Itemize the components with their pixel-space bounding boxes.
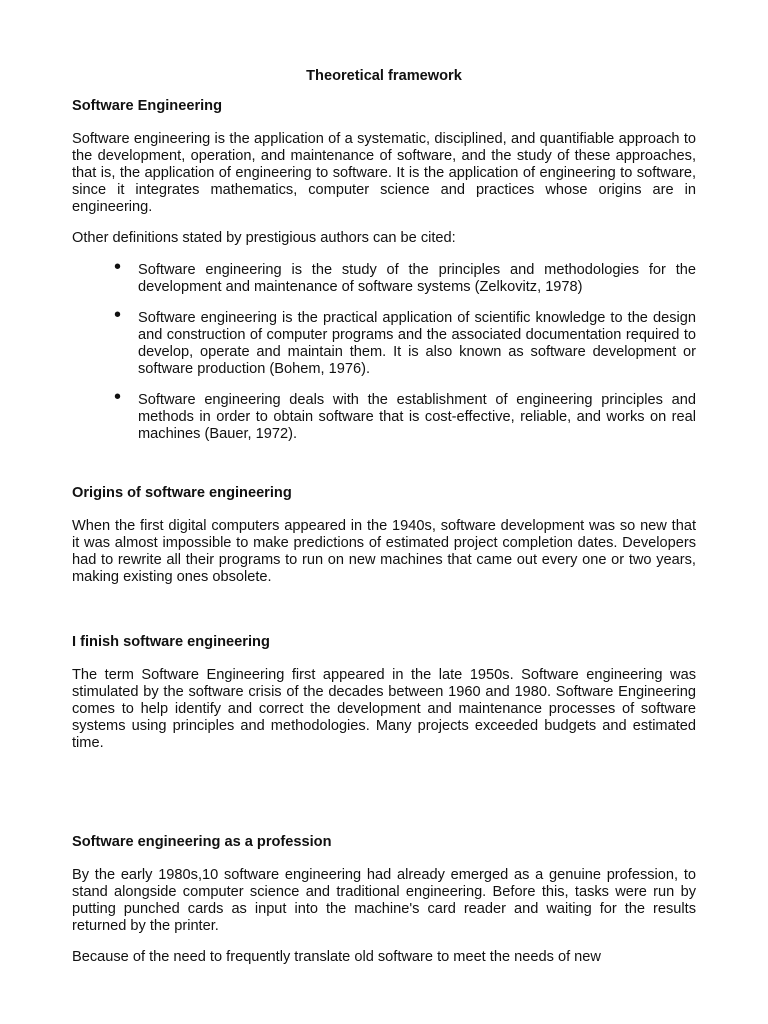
section-profession <box>72 834 696 966</box>
bullet-icon: • <box>114 304 122 326</box>
bullet-icon: • <box>114 386 122 408</box>
list-item-text: Software engineering is the practical application of scientific knowledge to the design and construction of computer programs and the associated documentation required to develop, operate and maintain them. It is also known as software development or software production (Bohem, 1976). <box>138 310 696 377</box>
paragraph: The term Software Engineering first appeared in the late 1950s. Software engineering was stimulated by the software crisis of the decades between 1960 and 1980. Software Engineering comes to help identify and correct the development and maintenance processes of software systems using principles and methodologies. Many projects exceeded budgets and estimated time. <box>72 667 696 751</box>
section-software-engineering <box>72 98 696 443</box>
section-origins <box>72 485 696 586</box>
section-finish <box>72 634 696 752</box>
bullet-icon: • <box>114 256 122 278</box>
definitions-list <box>72 256 696 443</box>
document-title: Theoretical framework <box>306 68 462 84</box>
section-heading: Origins of software engineering <box>72 485 292 501</box>
list-item <box>114 386 696 443</box>
paragraph: Other definitions stated by prestigious authors can be cited: <box>72 230 456 246</box>
section-heading: Software Engineering <box>72 98 223 114</box>
section-heading: Software engineering as a profession <box>72 834 332 850</box>
list-item <box>114 256 696 296</box>
list-item-text: Software engineering is the study of the principles and methodologies for the development and maintenance of software systems (Zelkovitz, 1978) <box>138 262 696 295</box>
paragraph: Because of the need to frequently translate old software to meet the needs of new <box>72 949 601 965</box>
section-heading: I finish software engineering <box>72 634 270 650</box>
list-item-text: Software engineering deals with the establishment of engineering principles and methods in order to obtain software that is cost-effective, reliable, and works on real machines (Bauer, 1972). <box>138 392 696 442</box>
paragraph: Software engineering is the application of a systematic, disciplined, and quantifiable approach to the development, operation, and maintenance of software, and the study of these approaches, that is, the application of engineering to software. It is the application of engineering to software, since it integrates mathematics, computer science and practices whose origins are in engineering. <box>72 131 696 215</box>
list-item <box>114 304 696 378</box>
paragraph: When the first digital computers appeared in the 1940s, software development was so new that it was almost impossible to make predictions of estimated project completion dates. Developers had to rewrite all their programs to run on new machines that came out every one or two years, making existing ones obsolete. <box>72 518 696 585</box>
paragraph: By the early 1980s,10 software engineering had already emerged as a genuine profession, to stand alongside computer science and traditional engineering. Before this, tasks were run by putting punched cards as input into the machine's card reader and waiting for the results returned by the printer. <box>72 867 696 934</box>
